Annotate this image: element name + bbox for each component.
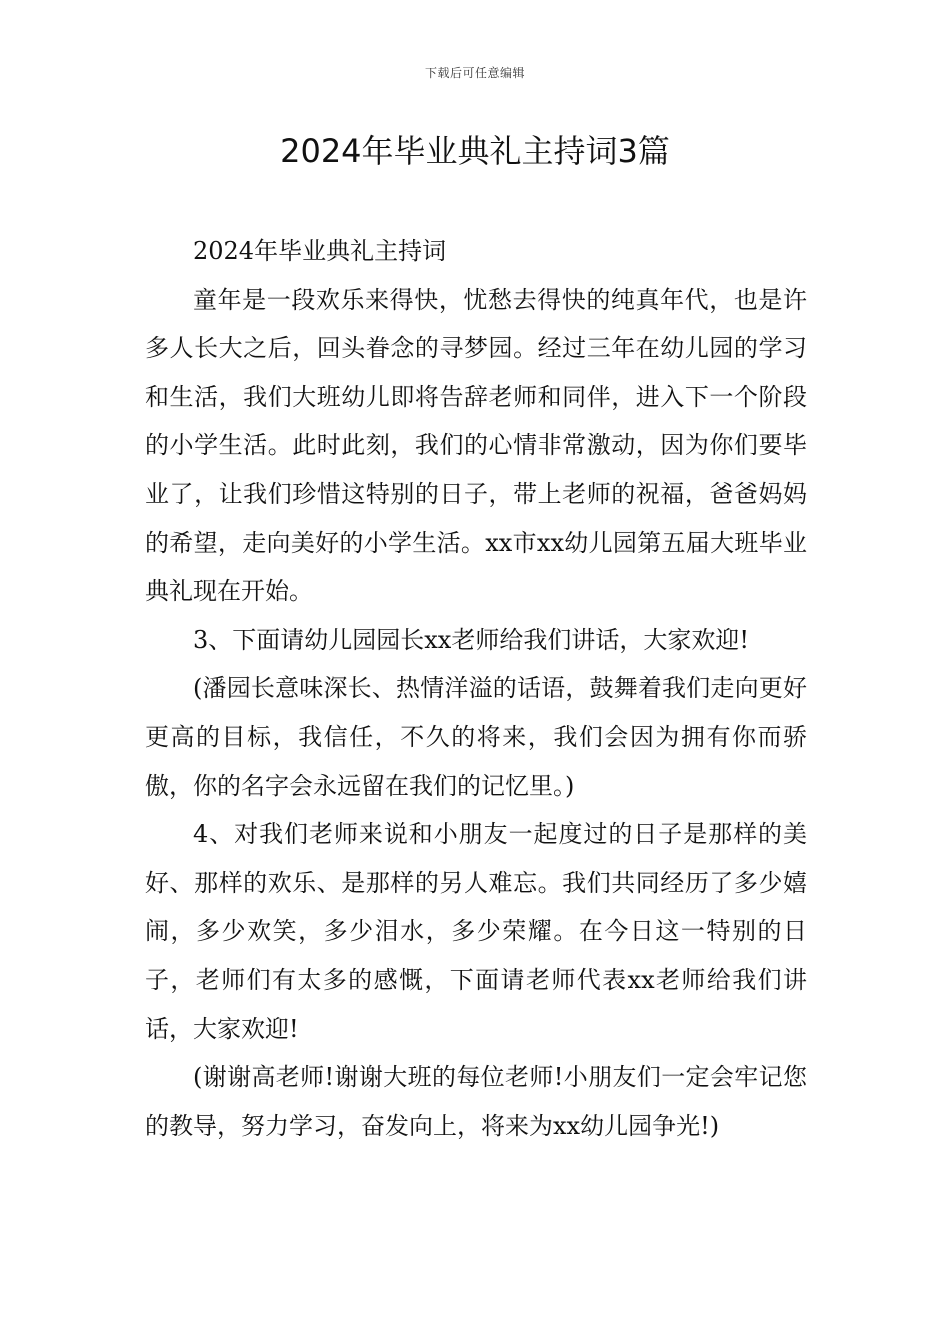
document-title: 2024年毕业典礼主持词3篇 bbox=[280, 132, 670, 170]
paragraph-subtitle: 2024年毕业典礼主持词 bbox=[193, 237, 447, 265]
paragraph: (谢谢高老师!谢谢大班的每位老师!小朋友们一定会牢记您的教导，努力学习，奋发向上，将来为xx幼儿园争光!) bbox=[145, 1063, 807, 1140]
header-note: 下载后可任意编辑 bbox=[424, 66, 525, 80]
paragraph: 4、对我们老师来说和小朋友一起度过的日子是那样的美好、那样的欢乐、是那样的另人难忘。我们共同经历了多少嬉闹，多少欢笑，多少泪水，多少荣耀。在今日这一特别的日子，老师们有太多的感慨，下面请老师代表xx老师给我们讲话，大家欢迎! bbox=[145, 820, 807, 1043]
paragraph: (潘园长意味深长、热情洋溢的话语，鼓舞着我们走向更好更高的目标，我信任，不久的将来，我们会因为拥有你而骄傲，你的名字会永远留在我们的记忆里。) bbox=[145, 674, 807, 800]
paragraph: 童年是一段欢乐来得快，忧愁去得快的纯真年代，也是许多人长大之后，回头眷念的寻梦园。经过三年在幼儿园的学习和生活，我们大班幼儿即将告辞老师和同伴，进入下一个阶段的小学生活。此时此刻，我们的心情非常激动，因为你们要毕业了，让我们珍惜这特别的日子，带上老师的祝福，爸爸妈妈的希望，走向美好的小学生活。xx市xx幼儿园第五届大班毕业典礼现在开始。 bbox=[145, 285, 807, 606]
document-body bbox=[145, 227, 807, 1150]
paragraph: 3、下面请幼儿园园长xx老师给我们讲话，大家欢迎! bbox=[193, 625, 749, 654]
